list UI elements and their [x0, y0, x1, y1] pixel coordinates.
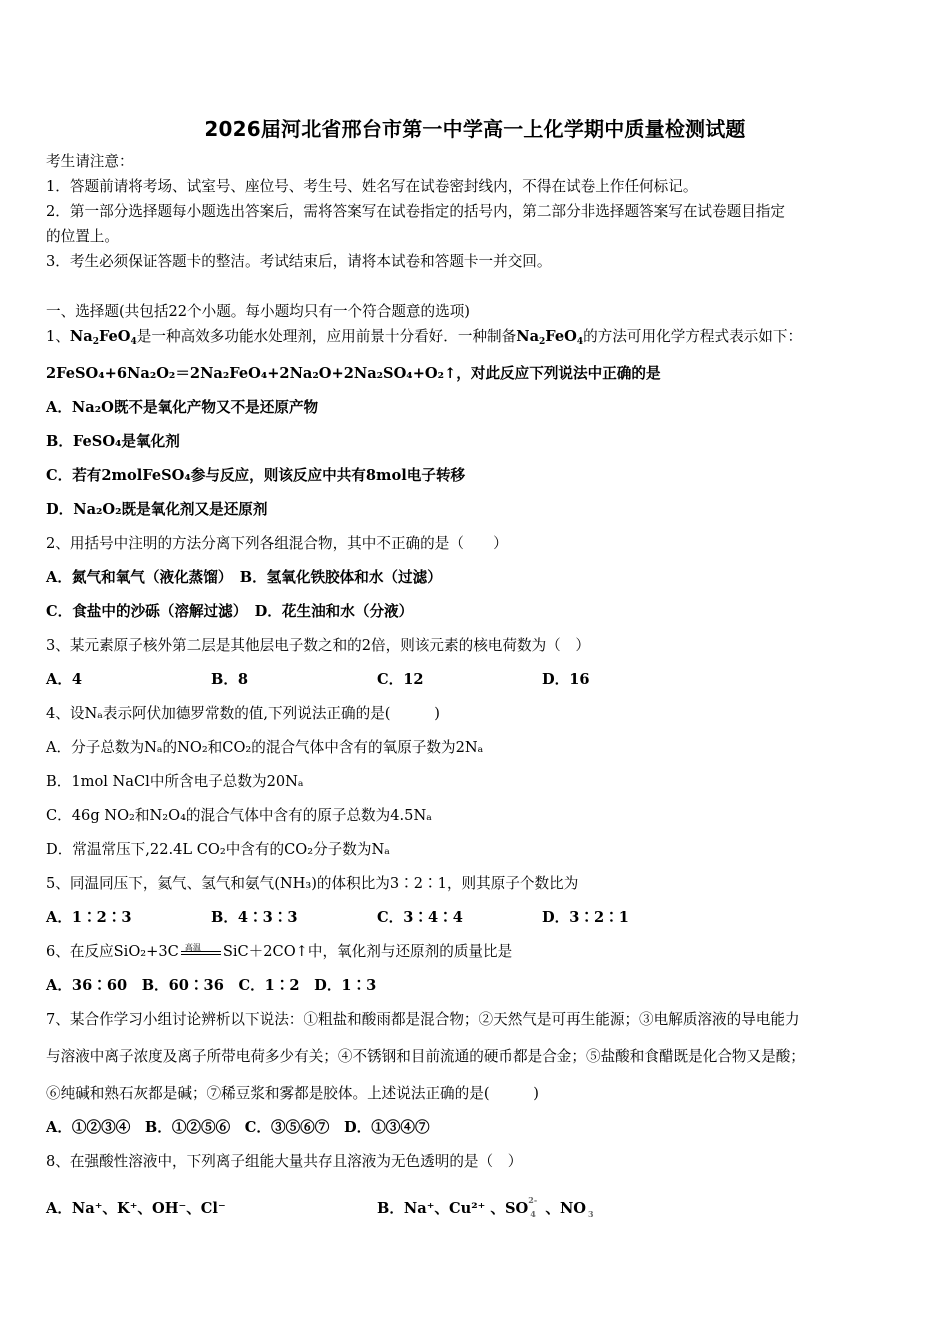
q1-formula-sub: 2 — [92, 337, 99, 347]
q8-option-b-pre: B．Na⁺、Cu²⁺ 、SO — [377, 1200, 529, 1217]
reaction-condition-label: 高温 — [184, 943, 201, 952]
q6-stem-pre: 6、在反应SiO₂+3C — [46, 943, 179, 960]
q3-stem: 3、某元素原子核外第二层是其他层电子数之和的2倍，则该元素的核电荷数为（ ） — [46, 637, 590, 654]
q6-stem — [46, 942, 512, 962]
q7-options: A．①②③④ B．①②⑤⑥ C．③⑤⑥⑦ D．①③④⑦ — [46, 1119, 430, 1136]
q1-stem-part: 的方法可用化学方程式表示如下： — [583, 328, 803, 345]
q3-option-d: D．16 — [542, 671, 590, 688]
q1-equation: 2FeSO₄+6Na₂O₂＝2Na₂FeO₄+2Na₂O+2Na₂SO₄+O₂↑，对此反应下列说法中正确的是 — [46, 365, 661, 382]
q4-stem: 4、设Nₐ表示阿伏加德罗常数的值,下列说法正确的是( ) — [46, 705, 440, 722]
q5-option-a: A．1∶2∶3 — [46, 909, 132, 926]
q8-option-b-mid: 、NO — [540, 1200, 587, 1217]
section-heading: 一、选择题(共包括22个小题。每小题均只有一个符合题意的选项) — [46, 303, 470, 320]
q2-options-row-2: C．食盐中的沙砾（溶解过滤） D．花生油和水（分液） — [46, 603, 414, 620]
q7-stem-line-2: 与溶液中离子浓度及离子所带电荷多少有关；④不锈钢和目前流通的硬币都是合金；⑤盐酸和食醋既是化合物又是酸； — [46, 1048, 805, 1065]
notice-item-2a: 2．第一部分选择题每小题选出答案后，需将答案写在试卷指定的括号内，第二部分非选择题答案写在试卷题目指定 — [46, 203, 785, 220]
q5-option-c: C．3∶4∶4 — [377, 909, 463, 926]
notice-heading: 考生请注意： — [46, 153, 134, 170]
q1-formula-feo: FeO — [545, 328, 577, 345]
notice-item-2b: 的位置上。 — [46, 228, 119, 245]
q2-stem: 2、用括号中注明的方法分离下列各组混合物，其中不正确的是（ ） — [46, 535, 508, 552]
q6-stem-post: SiC＋2CO↑中，氧化剂与还原剂的质量比是 — [222, 943, 513, 960]
q1-option-a: A．Na₂O既不是氧化产物又不是还原产物 — [46, 399, 319, 416]
q4-option-a: A．分子总数为Nₐ的NO₂和CO₂的混合气体中含有的氧原子数为2Nₐ — [46, 739, 484, 756]
q2-options-row-1: A．氮气和氧气（液化蒸馏） B．氢氧化铁胶体和水（过滤） — [46, 569, 442, 586]
q1-stem-part: 是一种高效多功能水处理剂，应用前景十分看好．一种制备 — [136, 328, 517, 345]
q1-stem-part: 1、 — [46, 328, 70, 345]
q5-option-d: D．3∶2∶1 — [542, 909, 629, 926]
reaction-condition-arrow — [179, 942, 223, 960]
q5-stem: 5、同温同压下，氦气、氢气和氨气(NH₃)的体积比为3∶2∶1，则其原子个数比为 — [46, 875, 579, 892]
q8-option-b — [377, 1195, 598, 1219]
page-title: 2026届河北省邢台市第一中学高一上化学期中质量检测试题 — [204, 117, 746, 141]
q1-formula-sub: 4 — [130, 337, 137, 347]
q3-option-b: B．8 — [211, 671, 249, 688]
q8-stem: 8、在强酸性溶液中，下列离子组能大量共存且溶液为无色透明的是（ ） — [46, 1153, 523, 1170]
nitrate-charge — [586, 1201, 598, 1219]
q7-stem-line-3: ⑥纯碱和熟石灰都是碱；⑦稀豆浆和雾都是胶体。上述说法正确的是( ) — [46, 1085, 539, 1102]
q1-formula-na: Na — [516, 328, 540, 345]
sulfate-charge — [528, 1195, 540, 1219]
q1-option-d: D．Na₂O₂既是氧化剂又是还原剂 — [46, 501, 268, 518]
q3-option-a: A．4 — [46, 671, 83, 688]
q5-option-b: B．4∶3∶3 — [211, 909, 298, 926]
nitrate-charge-sub: 3 — [588, 1209, 594, 1219]
q1-option-c: C．若有2molFeSO₄参与反应，则该反应中共有8mol电子转移 — [46, 467, 466, 484]
sulfate-charge-sup: 2- — [528, 1195, 538, 1205]
q1-formula-sub: 2 — [539, 337, 546, 347]
q4-option-d: D．常温常压下,22.4L CO₂中含有的CO₂分子数为Nₐ — [46, 841, 390, 858]
q1-formula-sub: 4 — [576, 337, 584, 347]
notice-item-3: 3．考生必须保证答题卡的整洁。考试结束后，请将本试卷和答题卡一并交回。 — [46, 253, 552, 270]
q1-option-b: B．FeSO₄是氧化剂 — [46, 433, 180, 450]
q7-stem-line-1: 7、某合作学习小组讨论辨析以下说法：①粗盐和酸雨都是混合物；②天然气是可再生能源；③电解质溶液的导电能力 — [46, 1011, 800, 1028]
q3-option-c: C．12 — [377, 671, 424, 688]
q1-formula-feo: FeO — [98, 328, 131, 345]
q4-option-b: B．1mol NaCl中所含电子总数为20Nₐ — [46, 773, 304, 790]
q1-stem — [46, 327, 802, 352]
notice-item-1: 1．答题前请将考场、试室号、座位号、考生号、姓名写在试卷密封线内，不得在试卷上作任何标记。 — [46, 178, 698, 195]
q6-options: A．36∶60 B．60∶36 C．1∶2 D．1∶3 — [46, 977, 377, 994]
q1-formula-na: Na — [69, 328, 93, 345]
sulfate-charge-sub: 4 — [530, 1209, 536, 1219]
q8-option-a: A．Na⁺、K⁺、OH⁻、Cl⁻ — [46, 1200, 226, 1217]
q4-option-c: C．46g NO₂和N₂O₄的混合气体中含有的原子总数为4.5Nₐ — [46, 807, 432, 824]
